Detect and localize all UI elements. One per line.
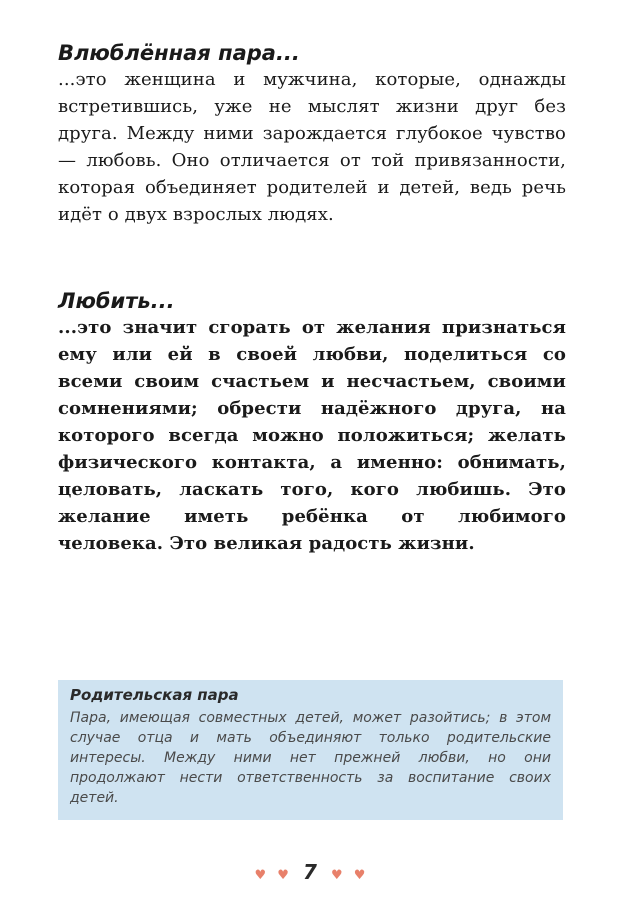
page-number: 7 [303,860,317,884]
section-to-love [58,288,566,557]
info-box-parent-couple [58,680,563,820]
section-body-text: ...это женщина и мужчина, которые, однажды встретившись, уже не мыслят жизни друг без друга. Между ними зарождается глубокое чувство — любовь. Оно отличается от той привязанности, которая объединяет родителей и детей, ведь речь идёт о двух взрослых людях. [58,69,566,225]
section-in-love-couple [58,40,566,228]
section-body-text: ...это значит сгорать от желания признаться ему или ей в своей любви, поделиться со всеми своим счастьем и несчастьем, своими сомнениями; обрести надёжного друга, на которого всегда можно положиться; желать физического контакта, а именно: обнимать, целовать, ласкать того, кого любишь. Это желание иметь ребёнка от любимого человека. Это великая радость жизни. [58,317,566,554]
heart-icon: ♥ [277,868,289,883]
heart-icon: ♥ [331,868,343,883]
info-box-title: Родительская пара [70,686,239,704]
section-heading: Любить... [58,289,175,313]
page-footer [0,860,620,888]
heart-icon: ♥ [353,868,366,883]
heart-icon: ♥ [254,868,267,883]
info-box-text: Пара, имеющая совместных детей, может разойтись; в этом случае отца и мать объединяют только родительские интересы. Между ними нет прежней любви, но они продолжают нести ответственность за воспитание своих детей. [70,710,551,806]
section-heading: Влюблённая пара... [58,41,300,65]
